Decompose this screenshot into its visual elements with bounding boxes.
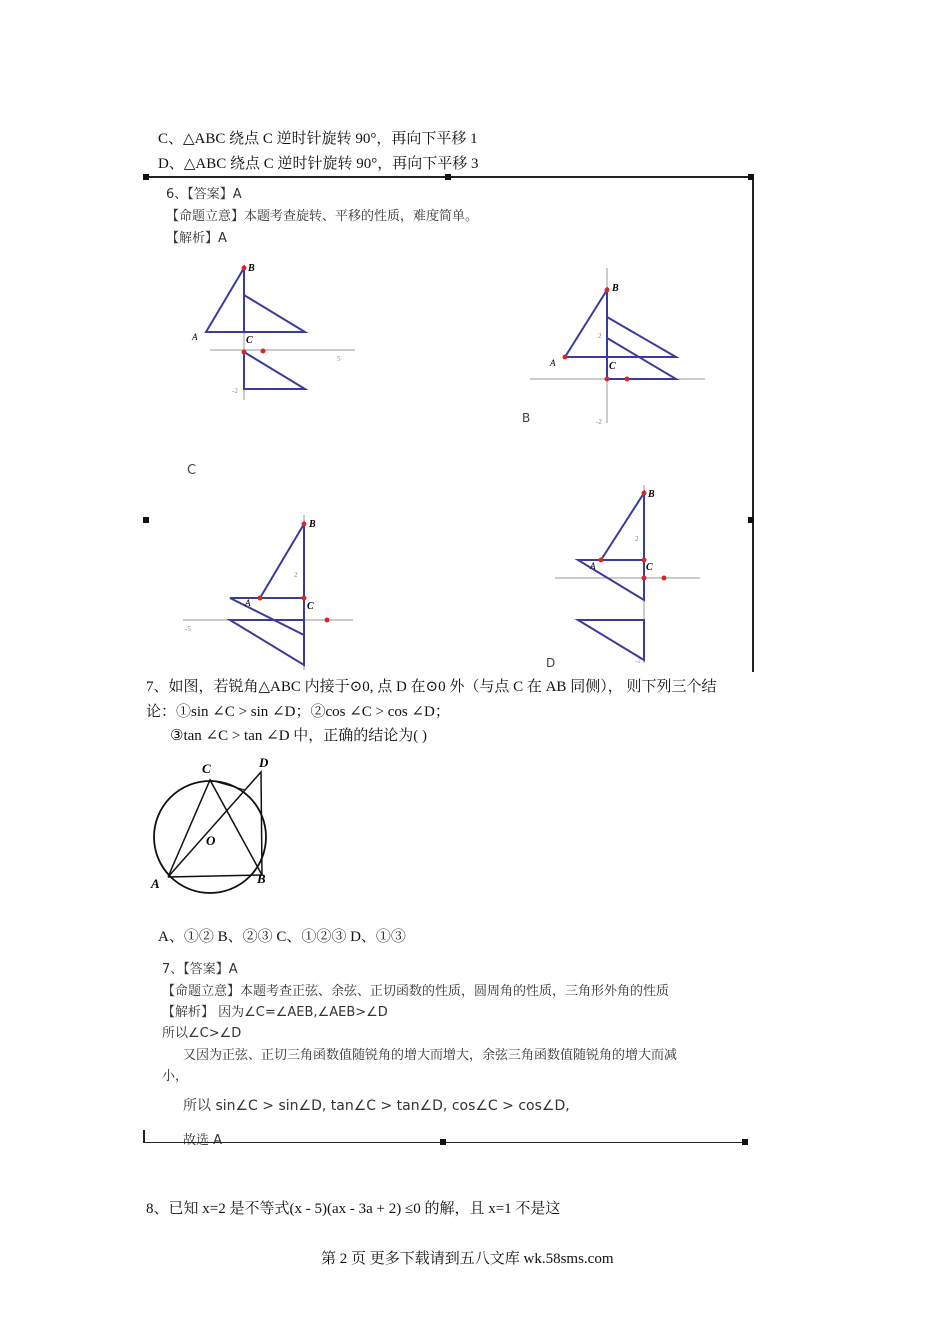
tick-label: 2 [294,571,298,579]
point-b [242,266,247,271]
tick-label: -2 [232,387,238,395]
panel-label-c: C [187,463,197,478]
answer6-analysis: 【解析】A [166,231,227,246]
tick-label: -2 [635,657,641,665]
panel-label-b: B [522,411,531,425]
q7-line2: 论：①sin ∠C > sin ∠D；②cos ∠C > cos ∠D； [146,704,450,720]
circle-figure [145,752,285,897]
answer7-choose: 故选 A [183,1133,223,1148]
answer7-reason2: 小， [162,1069,189,1084]
graph-option-a [180,255,370,405]
label-c: C [246,335,253,346]
q7-options: A、①② B、②③ C、①②③ D、①③ [158,929,406,945]
point [605,377,610,382]
triangle-rotated [230,598,304,635]
point [261,349,266,354]
box-handle [445,174,451,180]
box-edge [143,1130,145,1143]
label-c: C [646,562,653,573]
point-a [258,596,263,601]
tick-label: -5 [185,625,191,633]
triangle-abc [601,493,644,560]
option-d-text: D、△ABC 绕点 C 逆时针旋转 90°，再向下平移 3 [158,156,479,172]
box-handle [143,517,149,523]
point-b [605,288,610,293]
point-c [302,596,307,601]
graph-option-c [183,515,363,670]
triangle-translated [244,352,305,389]
answer7-analysis: 【解析】 因为∠C=∠AEB,∠AEB>∠D [162,1005,388,1020]
triangle-rotated [244,295,305,332]
panel-label-d: D [546,656,556,670]
triangle-translated [578,620,644,660]
answer7-bottom-border [145,1142,748,1143]
triangle-rotated [607,317,676,357]
tick-label: 5 [337,355,341,363]
answer7-so2: 所以 sin∠C > sin∠D, tan∠C > tan∠D, cos∠C > cos∠D, [183,1098,570,1114]
label-b: B [648,489,655,500]
box-handle [748,517,754,523]
point [642,576,647,581]
label-c: C [307,601,314,612]
answer6-intent: 【命题立意】本题考查旋转、平移的性质，难度简单。 [166,209,479,224]
label-b: B [257,871,266,886]
tick-label: -2 [596,418,602,426]
triangle-abc [168,780,262,877]
point-b [642,491,647,496]
graph-option-b [530,268,720,428]
label-o: O [206,833,216,848]
q8-line1: 8、已知 x=2 是不等式(x - 5)(ax - 3a + 2) ≤0 的解，且 x=1 不是这 [146,1201,561,1217]
box-handle [143,174,149,180]
point [242,350,247,355]
answer6-answer: 6、【答案】A [166,187,242,202]
label-c: C [609,361,616,372]
triangle-rotated [578,560,644,600]
triangle-translated [230,620,304,665]
point-b [302,522,307,527]
point-a [563,355,568,360]
label-a: A [550,358,556,368]
point [662,576,667,581]
label-b: B [248,263,255,274]
label-a: A [245,598,251,608]
triangle-translated [607,338,676,379]
label-a: A [590,561,596,571]
q7-line3: ③tan ∠C > tan ∠D 中，正确的结论为( ) [170,728,428,744]
page-footer: 第 2 页 更多下载请到五八文库 wk.58sms.com [321,1251,614,1267]
triangle-abc [260,524,304,598]
box-handle [742,1139,748,1145]
answer7-answer: 7、【答案】A [162,962,238,977]
answer7-so1: 所以∠C>∠D [162,1026,242,1041]
triangle-abc [206,268,244,332]
box-handle [440,1139,446,1145]
q7-line1: 7、如图，若锐角△ABC 内接于⊙0, 点 D 在⊙0 外（与点 C 在 AB 同侧）， 则下列三个结 [146,679,717,695]
label-d: D [259,755,269,770]
point-a [599,558,604,563]
graph-option-d [555,485,705,665]
tick-label: 2 [598,332,602,340]
option-c-text: C、△ABC 绕点 C 逆时针旋转 90°，再向下平移 1 [158,131,478,147]
label-b: B [612,283,619,294]
tick-label: 2 [635,535,639,543]
point [625,377,630,382]
label-a: A [151,876,160,891]
point [325,618,330,623]
answer7-intent: 【命题立意】本题考查正弦、余弦、正切函数的性质，圆周角的性质，三角形外角的性质 [162,984,670,999]
label-b: B [309,519,316,530]
label-a: A [192,332,198,342]
triangle-abc [565,290,607,357]
label-c: C [202,761,211,776]
box-handle [748,174,754,180]
answer7-reason1: 又因为正弦、正切三角函数值随锐角的增大而增大，余弦三角函数值随锐角的增大而减 [183,1048,678,1063]
